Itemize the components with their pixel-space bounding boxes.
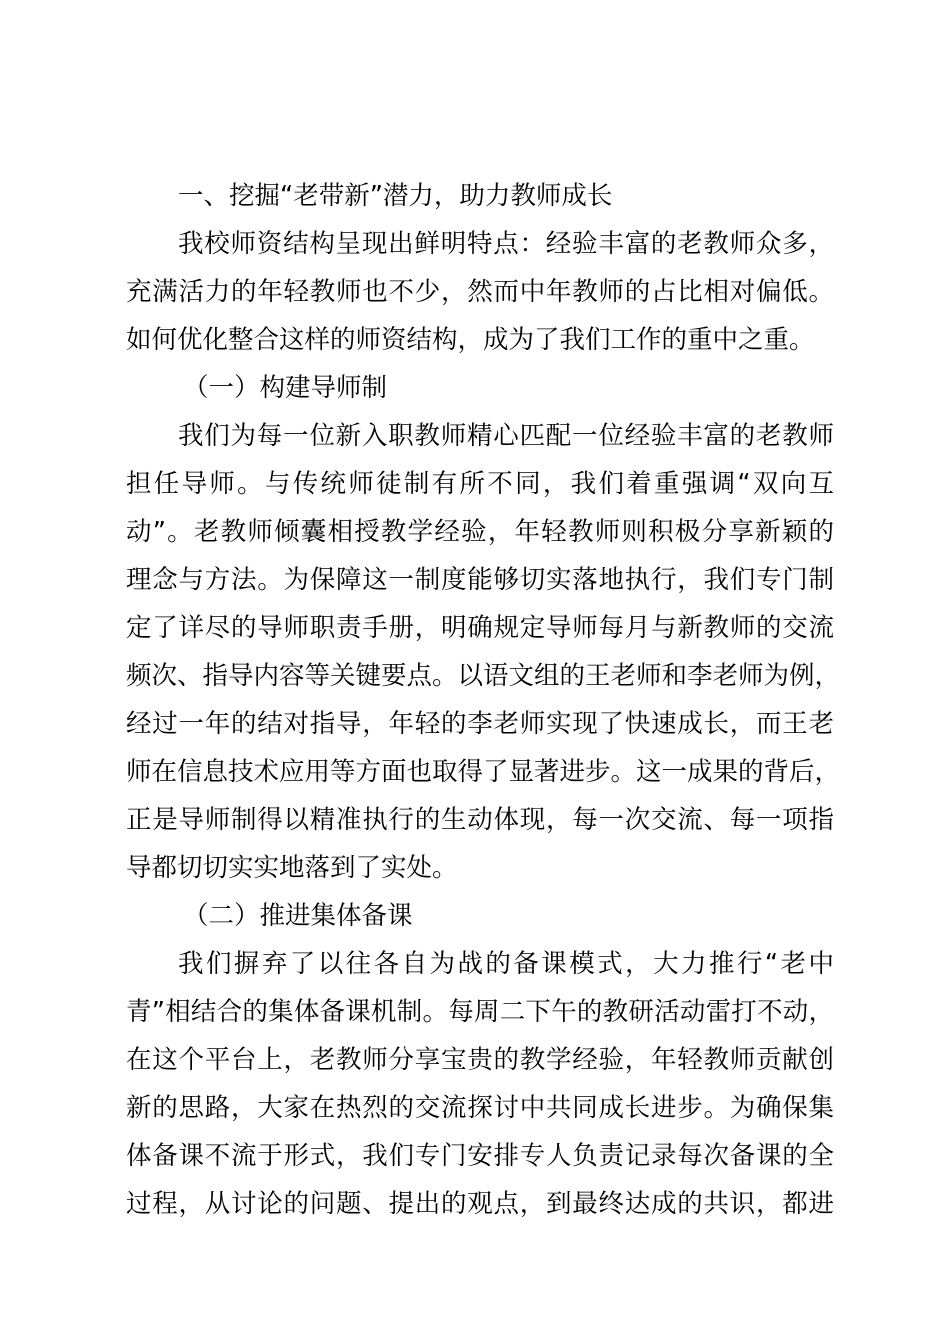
paragraph-line: 经过一年的结对指导，年轻的李老师实现了快速成长，而王老	[126, 709, 834, 739]
paragraph-line: 动”。老教师倾囊相授教学经验，年轻教师则积极分享新颖的	[126, 517, 834, 547]
paragraph-line: 我们摒弃了以往各自为战的备课模式，大力推行“老中	[178, 949, 834, 979]
paragraph-line: 担任导师。与传统师徒制有所不同，我们着重强调“双向互	[126, 469, 834, 499]
paragraph-line: 师在信息技术应用等方面也取得了显著进步。这一成果的背后，	[126, 757, 841, 787]
paragraph-line: 正是导师制得以精准执行的生动体现，每一次交流、每一项指	[126, 805, 834, 835]
paragraph-line: 充满活力的年轻教师也不少，然而中年教师的占比相对偏低。	[126, 277, 834, 307]
paragraph-line: 频次、指导内容等关键要点。以语文组的王老师和李老师为例，	[126, 661, 841, 691]
paragraph-line: 体备课不流于形式，我们专门安排专人负责记录每次备课的全	[126, 1141, 834, 1171]
paragraph-line: 新的思路，大家在热烈的交流探讨中共同成长进步。为确保集	[126, 1093, 834, 1123]
subsection-heading: （二）推进集体备课	[183, 901, 413, 931]
paragraph-line: 我校师资结构呈现出鲜明特点：经验丰富的老教师众多，	[178, 229, 834, 259]
subsection-heading: （一）构建导师制	[183, 373, 388, 403]
paragraph-line: 在这个平台上，老教师分享宝贵的教学经验，年轻教师贡献创	[126, 1045, 834, 1075]
paragraph-line: 如何优化整合这样的师资结构，成为了我们工作的重中之重。	[126, 325, 815, 355]
section-heading: 一、挖掘“老带新”潜力，助力教师成长	[178, 181, 613, 211]
paragraph-line: 过程，从讨论的问题、提出的观点，到最终达成的共识，都进	[126, 1189, 834, 1219]
paragraph-line: 定了详尽的导师职责手册，明确规定导师每月与新教师的交流	[126, 613, 834, 643]
paragraph-line: 青”相结合的集体备课机制。每周二下午的教研活动雷打不动，	[126, 997, 834, 1027]
paragraph-line: 理念与方法。为保障这一制度能够切实落地执行，我们专门制	[126, 565, 834, 595]
paragraph-line: 导都切切实实地落到了实处。	[126, 853, 458, 883]
paragraph-line: 我们为每一位新入职教师精心匹配一位经验丰富的老教师	[178, 421, 834, 451]
document-body	[126, 172, 841, 1228]
